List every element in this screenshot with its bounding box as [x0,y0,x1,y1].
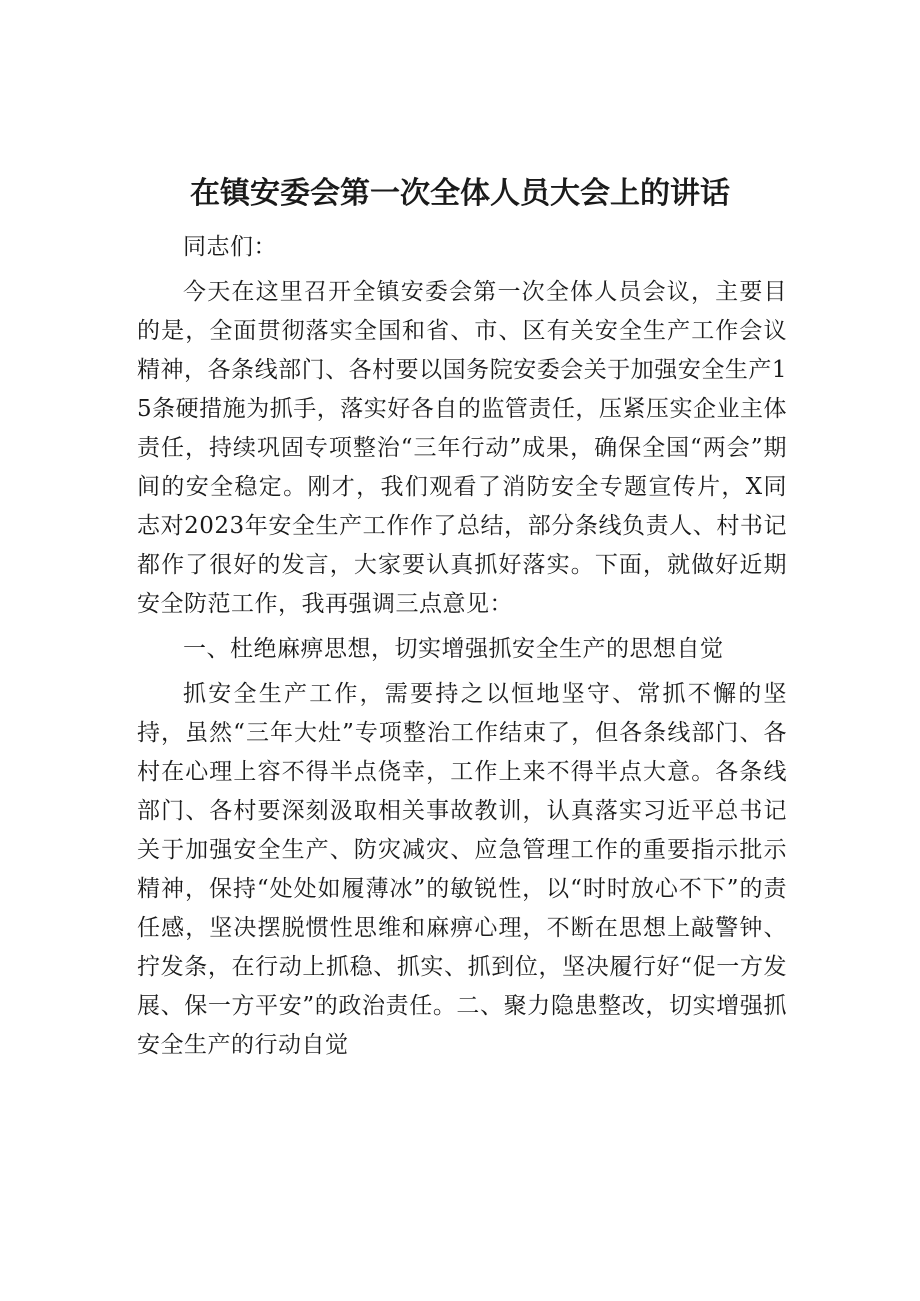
document-title: 在镇安委会第一次全体人员大会上的讲话 [190,176,730,211]
section-heading-1: 一、杜绝麻痹思想，切实增强抓安全生产的思想自觉 [183,636,724,662]
salutation: 同志们： [183,234,277,260]
paragraph-intro: 今天在这里召开全镇安委会第一次全体人员会议，主要目的是，全面贯彻落实全国和省、市、区有关安全生产工作会议精神，各条线部门、各村要以国务院安委会关于加强安全生产15条硬措施为抓手，落实好各自的监管责任，压紧压实企业主体责任，持续巩固专项整治“三年行动”成果，确保全国“两会”期间的安全稳定。刚才，我们观看了消防安全专题宣传片，X同志对2023年安全生产工作作了总结，部分条线负责人、村书记都作了很好的发言，大家要认真抓好落实。下面，就做好近期安全防范工作，我再强调三点意见： [137,279,787,617]
paragraph-section-1: 抓安全生产工作，需要持之以恒地坚守、常抓不懈的坚持，虽然“三年大灶”专项整治工作结束了，但各条线部门、各村在心理上容不得半点侥幸，工作上来不得半点大意。各条线部门、各村要深刻汲取相关事故教训，认真落实习近平总书记关于加强安全生产、防灾减灾、应急管理工作的重要指示批示精神，保持“处处如履薄冰”的敏锐性，以“时时放心不下”的责任感，坚决摆脱惯性思维和麻痹心理，不断在思想上敲警钟、拧发条，在行动上抓稳、抓实、抓到位，坚决履行好“促一方发展、保一方平安”的政治责任。二、聚力隐患整改，切实增强抓安全生产的行动自觉 [137,681,787,1058]
document-body [137,228,787,1065]
